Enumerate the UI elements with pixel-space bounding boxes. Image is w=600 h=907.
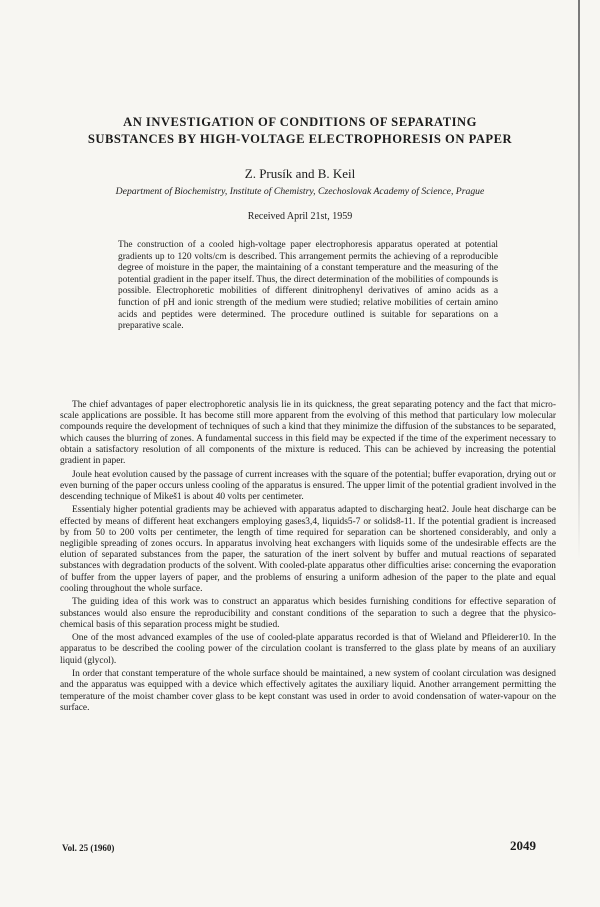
paragraph: The guiding idea of this work was to construct an apparatus which besides furnishing conditions for effective separation of substances would also ensure the reproducibility and constant conditions of the separation to such a degree that the physico-chemical basis of this separation process might be studied. (60, 597, 556, 630)
title-line-2: SUBSTANCES BY HIGH-VOLTAGE ELECTROPHORESIS ON PAPER (87, 132, 513, 146)
page-number: 2049 (510, 838, 536, 853)
authors: Z. Prusík and B. Keil (244, 166, 356, 181)
paragraph: One of the most advanced examples of the use of cooled-plate apparatus recorded is that of Wieland and Pfleiderer10. In the apparatus to be described the cooling power of the circulation coolant is transferred to the glass plate by means of an auxiliary liquid (glycol). (60, 633, 556, 666)
paper-title (40, 114, 560, 148)
page-edge-shadow (578, 0, 580, 560)
abstract: The construction of a cooled high-voltage paper electrophoresis apparatus operated at potential gradients up to 120 volts/cm is described. This arrangement permits the achieving of a reproducible degree of moisture in the paper, the maintaining of a constant temperature and the measuring of the potential gradient in the paper itself. Thus, the direct determination of the mobilities of compounds is possible. Electrophoretic mobilities of different dinitrophenyl derivatives of amino acids as a function of pH and ionic strength of the medium were studied; relative mobilities of certain amino acids and peptides were determined. The procedure outlined is suitable for separations on a preparative scale. (118, 240, 498, 332)
paragraph: The chief advantages of paper electrophoretic analysis lie in its quickness, the great separating potency and the fact that micro-scale applications are possible. It has become still more apparent from the evolving of this method that particulary low molecular compounds require the development of techniques of such a kind that they minimize the diffusion of the substances to be separated, which causes the blurring of zones. A fundamental success in this field may be expected if the time of the experiment necessary to obtain a satisfactory resolution of all components of the mixture is reduced. This can be achieved by increasing the potential gradient in paper. (60, 400, 556, 467)
body-text (60, 400, 556, 716)
title-line-1: AN INVESTIGATION OF CONDITIONS OF SEPARATING (123, 115, 477, 129)
paragraph: In order that constant temperature of the whole surface should be maintained, a new system of coolant circulation was designed and the apparatus was equipped with a device which effectively agitates the auxiliary liquid. Another arrangement permitting the temperature of the moist chamber cover glass to be kept constant was used in order to avoid condensation of water-vapour on the surface. (60, 669, 556, 713)
received-date: Received April 21st, 1959 (247, 211, 353, 222)
volume-info: Vol. 25 (1960) (62, 843, 115, 853)
paragraph: Joule heat evolution caused by the passage of current increases with the square of the potential; buffer evaporation, drying out or even burning of the paper occurs unless cooling of the apparatus is ensured. The upper limit of the potential gradient involved in the descending technique of Mikeš1 is about 40 volts per centimeter. (60, 469, 556, 502)
affiliation: Department of Biochemistry, Institute of Chemistry, Czechoslovak Academy of Science, Prague (115, 186, 485, 197)
paragraph: Essentialy higher potential gradients may be achieved with apparatus adapted to discharging heat2. Joule heat discharge can be effected by means of different heat exchangers employing gases3,4, liquids5-7 or solids8-11. If the potential gradient is increased by from 50 to 200 volts per centimeter, the length of time required for separation can be shortened considerably, and only a negligible spreading of zones occurs. In apparatus involving heat exchangers with liquids some of the undesirable effects are the elution of separated substances from the paper, the saturation of the inert solvent by buffer and mutual reactions of separated substances with degradation products of the solvent. With cooled-plate apparatus other difficulties arise: concerning the evaporation of buffer from the upper layers of paper, and the problems of ensuring a uniform adhesion of the paper to the plate and equal cooling throughout the whole surface. (60, 505, 556, 594)
